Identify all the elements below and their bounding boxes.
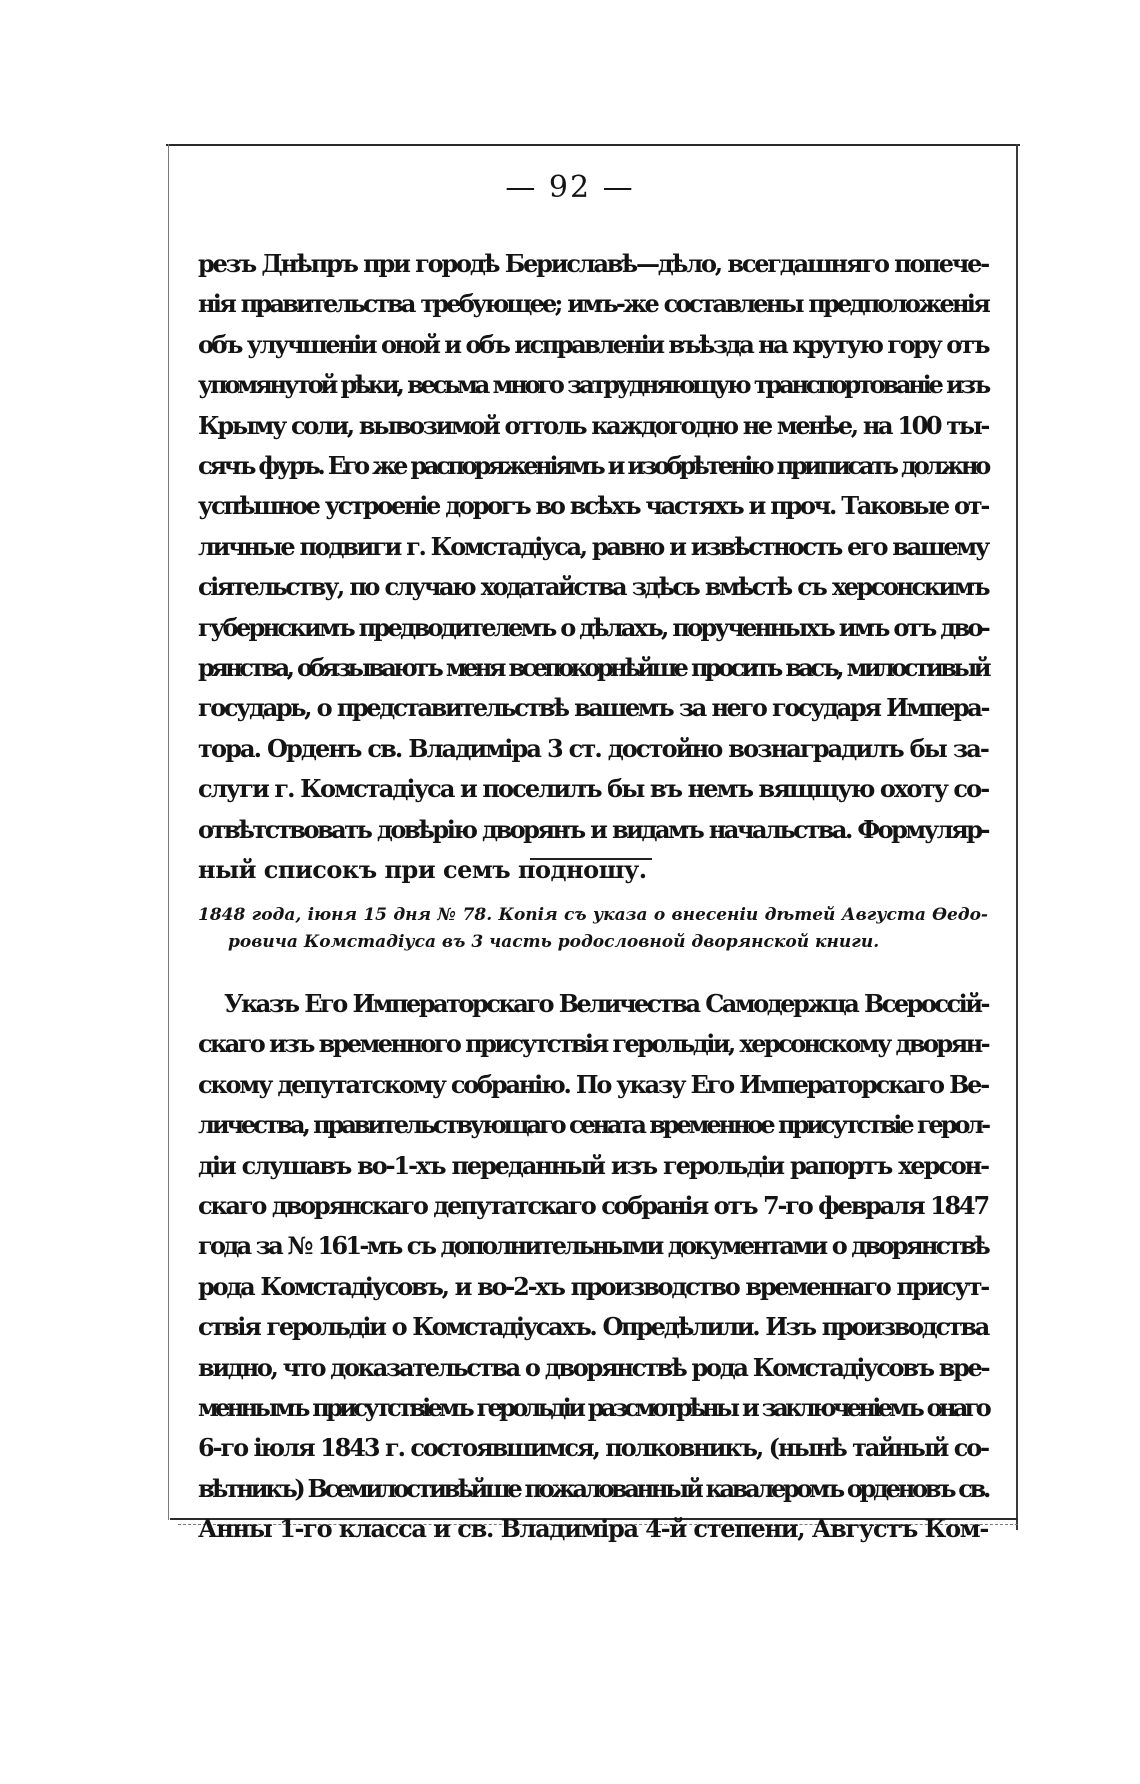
text-line: государь, о представительствѣ вашемъ за него государя Импера- [198, 693, 988, 723]
text-line: діи слушавъ во-1-хъ переданный изъ герольдіи рапортъ херсон- [198, 1150, 988, 1180]
text-line: губернскимъ предводителемъ о дѣлахъ, порученныхъ имъ отъ дво- [198, 612, 989, 642]
text-line: меннымъ присутствіемъ герольдіи разсмотрѣны и заключеніемъ онаго [198, 1393, 988, 1423]
paragraph-decree [198, 984, 988, 1550]
text-line: объ улучшеніи оной и объ исправленіи въѣзда на крутую гору отъ [198, 329, 988, 359]
text-line: видно, что доказательства о дворянствѣ рода Комстадіусовъ вре- [198, 1352, 989, 1382]
section-divider [530, 858, 652, 860]
text-line: вѣтникъ) Всемилостивѣйше пожалованный кавалеромъ орденовъ св. [198, 1473, 989, 1503]
text-line: отвѣтствовать довѣрію дворянъ и видамъ начальства. Формуляр- [198, 814, 988, 844]
text-line: успѣшное устроеніе дорогъ во всѣхъ частяхъ и проч. Таковые от- [198, 491, 988, 521]
text-line: резъ Днѣпръ при городѣ Бериславѣ—дѣло, всегдашняго попече- [198, 249, 988, 278]
paragraph-continuation [198, 244, 988, 891]
page-frame-left-rule [168, 144, 169, 1520]
text-line: Анны 1-го класса и св. Владиміра 4-й степени, Августъ Ком- [198, 1514, 988, 1544]
text-line: ный списокъ при семъ подношу. [198, 855, 647, 885]
document-heading [198, 902, 988, 956]
text-line: личные подвиги г. Комстадіуса, равно и извѣстность его вашему [198, 531, 988, 561]
page-frame-top-rule [166, 144, 1020, 146]
text-line: слуги г. Комстадіуса и поселилъ бы въ немъ вящщую охоту со- [198, 774, 989, 804]
text-line: ствія герольдіи о Комстадіусахъ. Опредѣлили. Изъ производства [198, 1312, 988, 1342]
text-line: 6-го іюля 1843 г. состоявшимся, полковникъ, (нынѣ тайный со- [198, 1433, 988, 1463]
text-line: скаго изъ временного присутствія герольдіи, херсонскому дворян- [198, 1029, 988, 1059]
text-line: сячъ фуръ. Его же распоряженіямъ и изобрѣтенію приписать должно [198, 451, 988, 481]
text-line: Крыму соли, вывозимой оттоль каждогодно не менѣе, на 100 ты- [198, 410, 988, 440]
text-line: личества, правительствующаго сената временное присутствіе герол- [198, 1110, 988, 1140]
page-frame-right-rule [1016, 144, 1018, 1530]
heading-line: 1848 года, іюня 15 дня № 78. Копія съ указа о внесеніи дѣтей Августа Өедо- [198, 905, 988, 925]
text-line: тора. Орденъ св. Владиміра 3 ст. достойно вознаградилъ бы за- [198, 733, 988, 763]
text-line: скаго дворянскаго депутатскаго собранія отъ 7-го февраля 1847 [198, 1191, 988, 1221]
text-line: скому депутатскому собранію. По указу Его Императорскаго Ве- [198, 1069, 988, 1099]
heading-line: ровича Комстадіуса въ 3 часть родословной дворянской книги. [228, 932, 880, 952]
text-line: сіятельству, по случаю ходатайства здѣсь вмѣстѣ съ херсонскимъ [198, 572, 988, 602]
text-line: года за № 161-мъ съ дополнительными документами о дворянствѣ [198, 1231, 988, 1261]
text-line: Указъ Его Императорскаго Величества Самодержца Всероссій- [224, 989, 988, 1018]
text-line: рода Комстадіусовъ, и во-2-хъ производство временнаго присут- [198, 1271, 988, 1301]
text-line: нія правительства требующее; имъ-же составлены предположенія [198, 289, 988, 319]
text-line: упомянутой рѣки, весьма много затрудняющую транспортованіе изъ [198, 370, 988, 400]
page-number: — 92 — [505, 170, 635, 205]
text-line: рянства, обязываютъ меня всепокорнѣйше просить васъ, милостивый [198, 653, 988, 683]
